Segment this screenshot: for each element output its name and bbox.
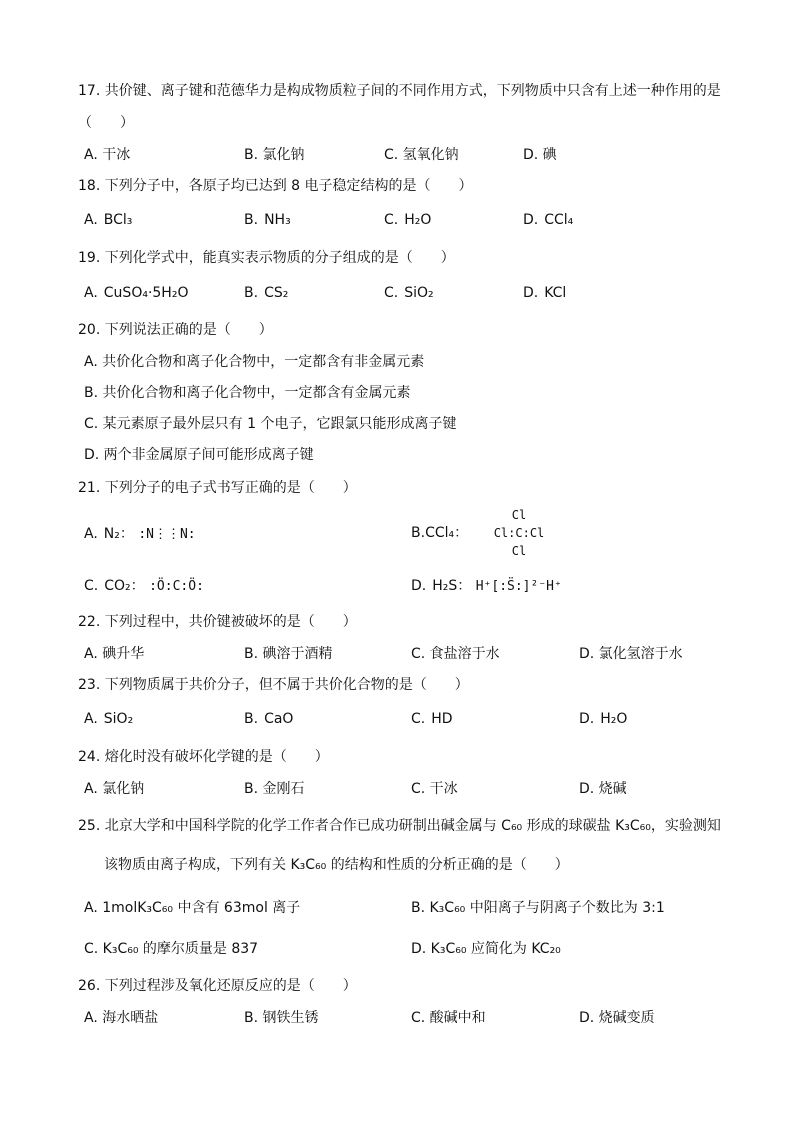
option-a[interactable]: A. 共价化合物和离子化合物中，一定都含有非金属元素	[84, 354, 425, 370]
question-20	[0, 318, 794, 342]
question-20-option-d-row	[0, 443, 794, 467]
option-b[interactable]: B. NH₃	[244, 212, 291, 228]
question-stem: 25. 北京大学和中国科学院的化学工作者合作已成功研制出碱金属与 C₆₀ 形成的球碳盐 K₃C₆₀，实验测知	[78, 818, 721, 834]
option-d[interactable]: D. H₂O	[579, 711, 628, 727]
electron-dot-formula: :Ö:C:Ö:	[149, 579, 204, 594]
question-21	[0, 476, 794, 500]
question-26	[0, 974, 794, 998]
question-21-options-row2	[0, 574, 794, 598]
option-b[interactable]: B. CaO	[244, 711, 294, 727]
option-d[interactable]: D. 烧碱变质	[579, 1010, 655, 1026]
option-b[interactable]: B. 碘溶于酒精	[244, 646, 333, 662]
option-c[interactable]: C. 氢氧化钠	[384, 147, 459, 163]
question-stem: 22. 下列过程中，共价键被破坏的是（ ）	[78, 614, 357, 630]
option-a[interactable]: A. 干冰	[84, 147, 131, 163]
formula: SiO₂	[404, 285, 434, 301]
question-17-cont	[0, 111, 794, 135]
question-stem: 26. 下列过程涉及氧化还原反应的是（ ）	[78, 978, 357, 994]
formula: H₂O	[600, 711, 628, 727]
exam-page: 17. 共价键、离子键和范德华力是构成物质粒子间的不同作用方式，下列物质中只含有上述一种作用的是 （ ） A. 干冰 B. 氯化钠 C. 氢氧化钠 D. 碘 18. 下列分子中，各原子均已达到 8 电子稳定结构的是（ ） A. BCl₃ B. NH₃ C. H₂O D. CCl₄ 19. 下列化学式中，能真实表示物质的分子组成的是（ ） A. CuSO₄·5H₂O B. CS₂ C. SiO₂ D. KCl 20. 下列说法正确的是（ ） A. 共价化合物和离子化合物中，一定都含有非金属元素 B. 共价化合物和离子化合物中，一定都含有金属元素 C. 某元素原子最外层只有 1 个电子，它跟氯只能形成离子键 D. 两个非金属原子间可能形成离子键 21. 下列分子的电子式书写正确的是（ ） A. N₂： :N⋮⋮N: B.CCl₄： Cl Cl:C:Cl Cl C. CO₂： :Ö:C:Ö: D. H₂S： H⁺[:S̈:]²⁻H⁺ 22. 下列过程中，共价键被破坏的是（ ） A. 碘升华 B. 碘溶于酒精 C. 食盐溶于水 D. 氯化氢溶于水 23. 下列物质属于共价分子，但不属于共价化合物的是（ ） A. SiO₂ B. CaO C. HD D. H₂O 24. 熔化时没有破坏化学键的是（ ） A. 氯化钠 B. 金刚石 C. 干冰 D. 烧碱 25. 北京大学和中国科学院的化学工作者合作已成功研制出碱金属与 C₆₀ 形成的球碳盐 K₃C₆₀，实验测知 该物质由离子构成，下列有关 K₃C₆₀ 的结构和性质的分析正确的是（ ） A. 1molK₃C₆₀ 中含有 63mol 离子 B. K₃C₆₀ 中阳离子与阴离子个数比为 3:1 C. K₃C₆₀ 的摩尔质量是 837 D. K₃C₆₀ 应简化为 KC₂₀ 26. 下列过程涉及氧化还原反应的是（ ） A. 海水晒盐 B. 钢铁生锈 C. 酸碱中和 D. 烧碱变质	[0, 0, 794, 1123]
option-d[interactable]: D. 两个非金属原子间可能形成离子键	[84, 447, 314, 463]
question-25-cont	[0, 853, 794, 877]
option-b[interactable]: B. 氯化钠	[244, 147, 305, 163]
formula: CO₂：	[104, 578, 145, 594]
question-17-options	[0, 143, 794, 167]
question-25	[0, 814, 794, 838]
option-c[interactable]: C. 酸碱中和	[411, 1010, 486, 1026]
question-24	[0, 745, 794, 769]
option-c[interactable]: C. 干冰	[411, 781, 458, 797]
electron-dot-formula: H⁺[:S̈:]²⁻H⁺	[475, 579, 562, 594]
question-stem: 17. 共价键、离子键和范德华力是构成物质粒子间的不同作用方式，下列物质中只含有上述一种作用的是	[78, 83, 721, 99]
option-c[interactable]: C. HD	[411, 711, 453, 727]
question-stem: 21. 下列分子的电子式书写正确的是（ ）	[78, 480, 357, 496]
option-d[interactable]: D. KCl	[523, 285, 567, 301]
option-b[interactable]: B. CS₂	[244, 285, 289, 301]
answer-blank: （ ）	[78, 115, 134, 131]
option-c[interactable]: C. 食盐溶于水	[411, 646, 500, 662]
option-d[interactable]: D. H₂S： H⁺[:S̈:]²⁻H⁺	[411, 578, 562, 594]
formula: SiO₂	[103, 711, 134, 727]
question-stem: 20. 下列说法正确的是（ ）	[78, 322, 273, 338]
option-d[interactable]: D. 碘	[523, 147, 557, 163]
option-c[interactable]: C. H₂O	[384, 212, 432, 228]
option-b[interactable]: B. K₃C₆₀ 中阳离子与阴离子个数比为 3:1	[411, 900, 665, 916]
option-c[interactable]: C. K₃C₆₀ 的摩尔质量是 837	[84, 941, 259, 957]
formula: HD	[431, 711, 453, 727]
formula: CS₂	[264, 285, 289, 301]
formula: CCl₄：	[425, 525, 469, 541]
question-20-option-c-row	[0, 412, 794, 436]
option-c[interactable]: C. SiO₂	[384, 285, 434, 301]
formula: BCl₃	[103, 212, 133, 228]
question-18-options	[0, 208, 794, 232]
question-19-options	[0, 281, 794, 305]
question-23-options	[0, 707, 794, 731]
option-b[interactable]: B. 钢铁生锈	[244, 1010, 319, 1026]
formula: N₂：	[103, 526, 134, 542]
question-21-options-row1	[0, 522, 794, 546]
question-24-options	[0, 777, 794, 801]
formula: CaO	[264, 711, 294, 727]
option-b[interactable]: B. 金刚石	[244, 781, 305, 797]
question-20-option-a-row	[0, 350, 794, 374]
option-a[interactable]: A. 氯化钠	[84, 781, 145, 797]
option-a[interactable]: A. BCl₃	[84, 212, 133, 228]
question-19	[0, 246, 794, 270]
question-18	[0, 174, 794, 198]
option-a[interactable]: A. SiO₂	[84, 711, 134, 727]
formula: KCl	[544, 285, 567, 301]
question-17	[0, 79, 794, 103]
question-stem: 18. 下列分子中，各原子均已达到 8 电子稳定结构的是（ ）	[78, 178, 473, 194]
option-d[interactable]: D. CCl₄	[523, 212, 574, 228]
option-a[interactable]: A. N₂： :N⋮⋮N:	[84, 526, 196, 542]
question-stem-continued: 该物质由离子构成，下列有关 K₃C₆₀ 的结构和性质的分析正确的是（ ）	[104, 857, 569, 873]
option-b[interactable]: B. 共价化合物和离子化合物中，一定都含有金属元素	[84, 385, 411, 401]
formula: CCl₄	[544, 212, 574, 228]
option-a[interactable]: A. CuSO₄·5H₂O	[84, 285, 189, 301]
question-22-options	[0, 642, 794, 666]
option-a[interactable]: A. 海水晒盐	[84, 1010, 159, 1026]
question-25-options-row1	[0, 896, 794, 920]
formula: NH₃	[264, 212, 291, 228]
question-22	[0, 610, 794, 634]
question-stem: 19. 下列化学式中，能真实表示物质的分子组成的是（ ）	[78, 250, 455, 266]
option-d[interactable]: D. 氯化氢溶于水	[579, 646, 683, 662]
question-26-options	[0, 1006, 794, 1030]
option-c[interactable]: C. 某元素原子最外层只有 1 个电子，它跟氯只能形成离子键	[84, 416, 457, 432]
question-stem: 23. 下列物质属于共价分子，但不属于共价化合物的是（ ）	[78, 677, 469, 693]
formula: H₂O	[404, 212, 432, 228]
option-d[interactable]: D. 烧碱	[579, 781, 627, 797]
electron-dot-formula: :N⋮⋮N:	[138, 527, 196, 542]
question-stem: 24. 熔化时没有破坏化学键的是（ ）	[78, 749, 329, 765]
question-20-option-b-row	[0, 381, 794, 405]
option-c[interactable]: C. CO₂： :Ö:C:Ö:	[84, 578, 204, 594]
question-23	[0, 673, 794, 697]
electron-dot-formula: Cl Cl:C:Cl Cl	[493, 508, 545, 558]
option-a[interactable]: A. 碘升华	[84, 646, 145, 662]
option-d[interactable]: D. K₃C₆₀ 应简化为 KC₂₀	[411, 941, 561, 957]
formula: H₂S：	[432, 578, 472, 594]
option-a[interactable]: A. 1molK₃C₆₀ 中含有 63mol 离子	[84, 900, 301, 916]
formula: CuSO₄·5H₂O	[103, 285, 189, 301]
question-25-options-row2	[0, 937, 794, 961]
